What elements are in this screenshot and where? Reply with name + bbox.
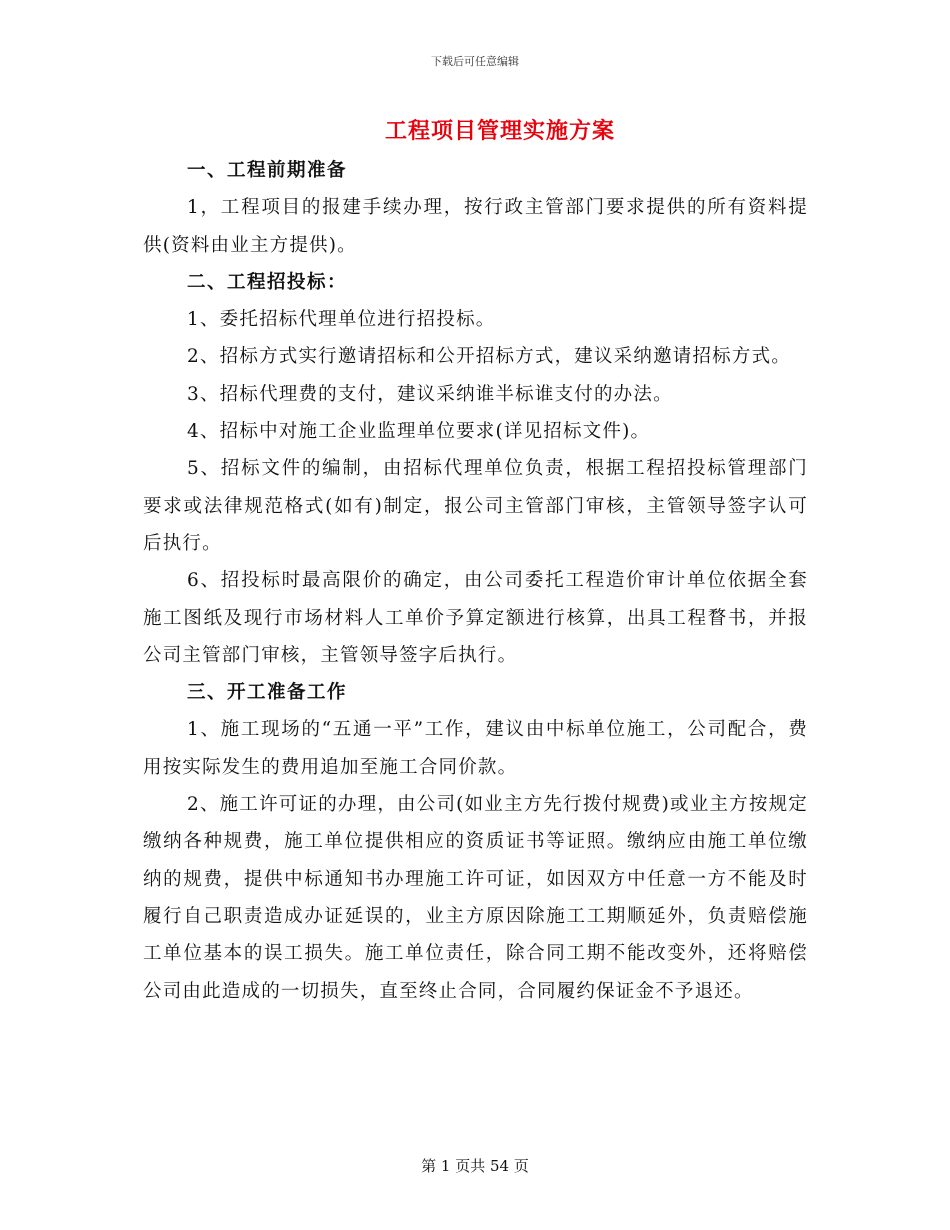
- paragraph: 5、招标文件的编制，由招标代理单位负责，根据工程招投标管理部门要求或法律规范格式(如有)制定，报公司主管部门审核，主管领导签字认可后执行。: [143, 458, 808, 554]
- paragraph: 1、委托招标代理单位进行招投标。: [187, 309, 496, 331]
- page-header-note: 下载后可任意编辑: [431, 55, 519, 68]
- paragraph: 2、招标方式实行邀请招标和公开招标方式，建议采纳邀请招标方式。: [187, 346, 791, 368]
- section-heading-2: 二、工程招投标：: [187, 271, 348, 293]
- paragraph: 2、施工许可证的办理，由公司(如业主方先行拨付规费)或业主方按规定缴纳各种规费，施工单位提供相应的资质证书等证照。缴纳应由施工单位缴纳的规费，提供中标通知书办理施工许可证，如因双方中任意一方不能及时履行自己职责造成办证延误的，业主方原因除施工工期顺延外，负责赔偿施工单位基本的误工损失。施工单位责任，除合同工期不能改变外，还将赔偿公司由此造成的一切损失，直至终止合同，合同履约保证金不予退还。: [143, 794, 808, 1002]
- section-heading-3: 三、开工准备工作: [187, 682, 348, 704]
- paragraph: 1，工程项目的报建手续办理，按行政主管部门要求提供的所有资料提供(资料由业主方提供)。: [143, 197, 808, 256]
- document-title: 工程项目管理实施方案: [384, 118, 615, 144]
- document-body: [143, 152, 808, 1010]
- paragraph: 1、施工现场的“五通一平”工作，建议由中标单位施工，公司配合，费用按实际发生的费用追加至施工合同价款。: [143, 719, 808, 778]
- paragraph: 3、招标代理费的支付，建议采纳谁半标谁支付的办法。: [187, 383, 673, 405]
- section-heading-1: 一、工程前期准备: [187, 160, 348, 181]
- page-number: 第 1 页共 54 页: [421, 1157, 529, 1175]
- paragraph: 6、招投标时最高限价的确定，由公司委托工程造价审计单位依据全套施工图纸及现行市场材料人工单价予算定额进行核算，出具工程瞀书，并报公司主管部门审核，主管领导签字后执行。: [143, 570, 808, 666]
- paragraph: 4、招标中对施工企业监理单位要求(详见招标文件)。: [187, 421, 651, 443]
